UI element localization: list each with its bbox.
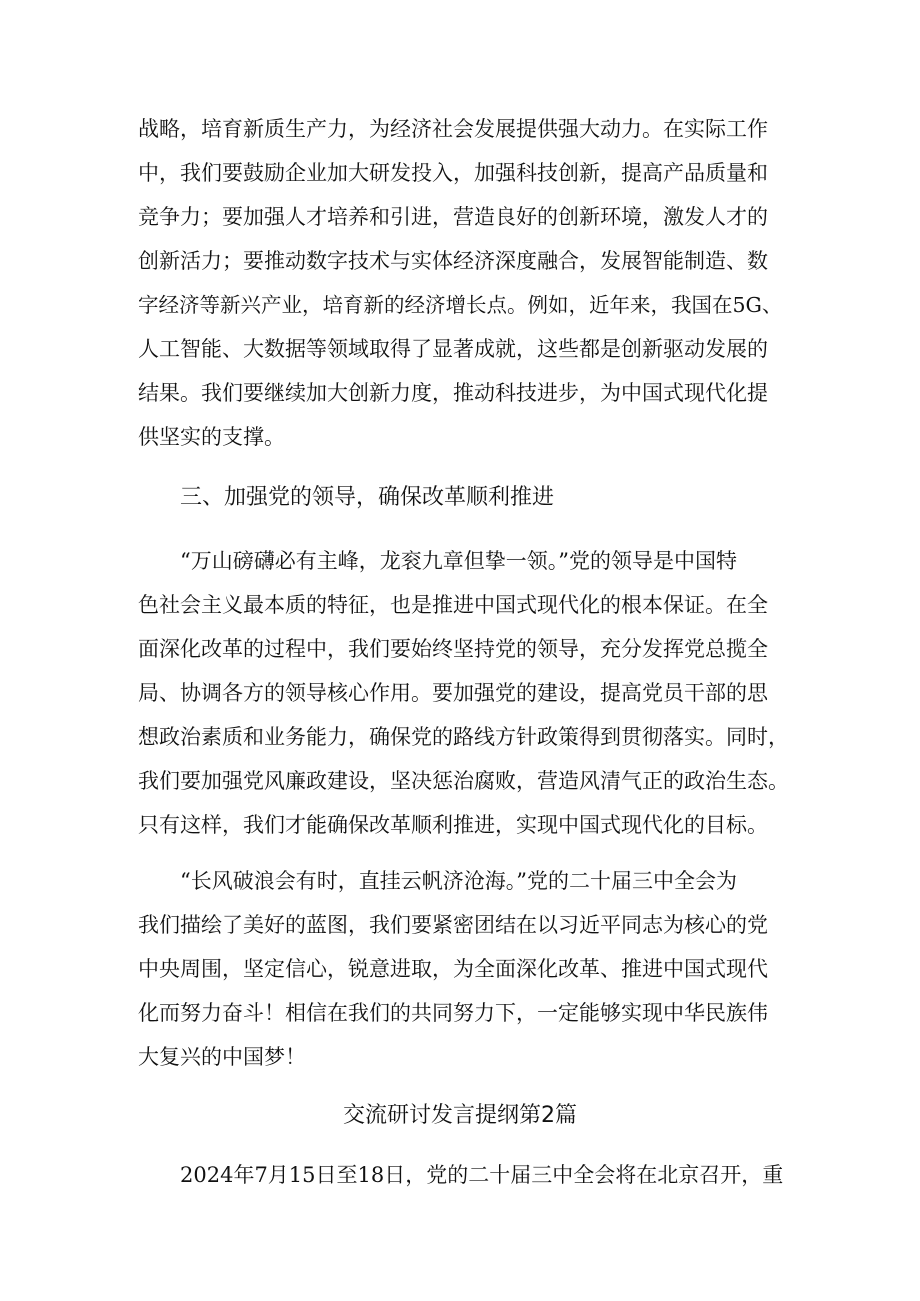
paragraph-line: 2024年7月15日至18日，党的二十届三中全会将在北京召开，重 <box>138 1163 784 1187</box>
paragraph-line: 我们描绘了美好的蓝图，我们要紧密团结在以习近平同志为核心的党 <box>138 913 768 937</box>
paragraph-line: 我们要加强党风廉政建设，坚决惩治腐败，营造风清气正的政治生态。 <box>138 769 789 793</box>
paragraph-line: 想政治素质和业务能力，确保党的路线方针政策得到贯彻落实。同时， <box>138 725 789 749</box>
paragraph-line: 供坚实的支撑。 <box>138 425 285 449</box>
article-title: 交流研讨发言提纲第2篇 <box>343 1103 577 1128</box>
paragraph-line: 字经济等新兴产业，培育新的经济增长点。例如，近年来，我国在5G、 <box>138 293 783 317</box>
paragraph-line: 战略，培育新质生产力，为经济社会发展提供强大动力。在实际工作 <box>138 117 768 141</box>
paragraph-line: 中，我们要鼓励企业加大研发投入，加强科技创新，提高产品质量和 <box>138 161 768 185</box>
paragraph-line: 大复兴的中国梦！ <box>138 1045 306 1069</box>
paragraph-line: “长风破浪会有时，直挂云帆济沧海。”党的二十届三中全会为 <box>138 869 737 893</box>
paragraph-line: 化而努力奋斗！相信在我们的共同努力下，一定能够实现中华民族伟 <box>138 1001 768 1025</box>
section-heading: 三、加强党的领导，确保改革顺利推进 <box>180 485 555 510</box>
paragraph-line: 面深化改革的过程中，我们要始终坚持党的领导，充分发挥党总揽全 <box>138 637 768 661</box>
paragraph-line: 只有这样，我们才能确保改革顺利推进，实现中国式现代化的目标。 <box>138 813 768 837</box>
paragraph-line: “万山磅礴必有主峰，龙衮九章但挚一领。”党的领导是中国特 <box>138 549 737 573</box>
paragraph-line: 结果。我们要继续加大创新力度，推动科技进步，为中国式现代化提 <box>138 381 768 405</box>
paragraph-line: 局、协调各方的领导核心作用。要加强党的建设，提高党员干部的思 <box>138 681 768 705</box>
paragraph-line: 竞争力；要加强人才培养和引进，营造良好的创新环境，激发人才的 <box>138 205 768 229</box>
paragraph-line: 中央周围，坚定信心，锐意进取，为全面深化改革、推进中国式现代 <box>138 957 768 981</box>
paragraph-line: 创新活力；要推动数字技术与实体经济深度融合，发展智能制造、数 <box>138 249 768 273</box>
paragraph-line: 色社会主义最本质的特征，也是推进中国式现代化的根本保证。在全 <box>138 593 768 617</box>
paragraph-line: 人工智能、大数据等领域取得了显著成就，这些都是创新驱动发展的 <box>138 337 768 361</box>
